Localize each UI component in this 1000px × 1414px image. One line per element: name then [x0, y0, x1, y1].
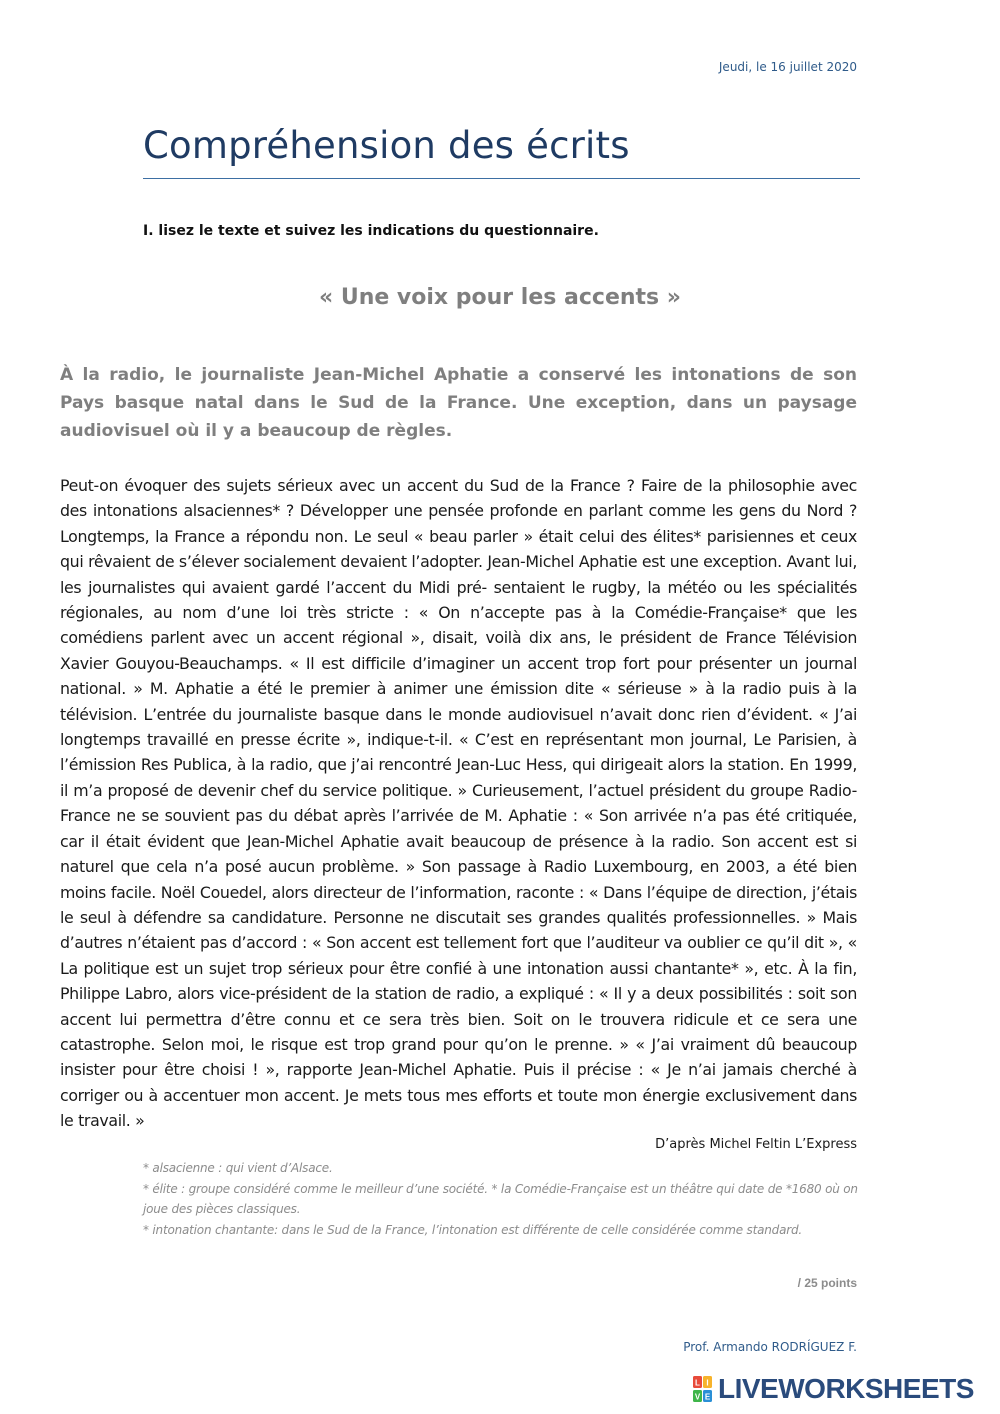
svg-text:E: E [704, 1392, 711, 1402]
teacher-name: Prof. Armando RODRÍGUEZ F. [683, 1340, 857, 1354]
svg-text:I: I [706, 1378, 709, 1388]
liveworksheets-logo-icon [693, 1376, 712, 1402]
liveworksheets-brand[interactable] [693, 1374, 974, 1404]
article-source: D’après Michel Feltin L’Express [655, 1137, 857, 1152]
title-divider [143, 178, 860, 179]
date: Jeudi, le 16 juillet 2020 [718, 60, 857, 74]
footnote-item: * élite : groupe considéré comme le meilleur d’une société. * la Comédie-Française est un théâtre qui date de *1680 où on joue des pièces classiques. [143, 1181, 858, 1216]
instruction-text: I. lisez le texte et suivez les indications du questionnaire. [143, 223, 599, 239]
footnote-item: * alsacienne : qui vient d’Alsace. [143, 1161, 333, 1175]
points-total: / 25 points [797, 1276, 857, 1290]
footnotes [143, 1158, 860, 1240]
article-lead: À la radio, le journaliste Jean-Michel Aphatie a conservé les intonations de son Pays basque natal dans le Sud de la France. Une exception, dans un paysage audiovisuel où il y a beaucoup de règles. [60, 365, 857, 441]
svg-text:V: V [694, 1392, 701, 1402]
article-body: Peut-on évoquer des sujets sérieux avec un accent du Sud de la France ? Faire de la philosophie avec des intonations alsaciennes* ? Développer une pensée profonde en parlant comme les gens du Nord ? Longtemps, la France a répondu non. Le seul « beau parler » était celui des élites* parisiennes et ceux qui rêvaient de s’élever socialement devaient l’adopter. Jean-Michel Aphatie est une exception. Avant lui, les journalistes qui avaient gardé l’accent du Midi pré- sentaient le rugby, la météo ou les spécialités régionales, au nom d’une loi très stricte : « On n’accepte pas à la Comédie-Française* que les comédiens parlent avec un accent régional », disait, voilà dix ans, le président de France Télévision Xavier Gouyou-Beauchamps. « Il est difficile d’imaginer un accent trop fort pour présenter un journal national. » M. Aphatie a été le premier à animer une émission dite « sérieuse » à la radio puis à la télévision. L’entrée du journaliste basque dans le monde audiovisuel n’avait donc rien d’évident. « J’ai longtemps travaillé en presse écrite », indique-t-il. « C’est en représentant mon journal, Le Parisien, à l’émission Res Publica, à la radio, que j’ai rencontré Jean-Luc Hess, qui dirigeait alors la station. En 1999, il m’a proposé de devenir chef du service politique. » Curieusement, l’actuel président du groupe Radio-France ne se souvient pas du débat après l’arrivée de M. Aphatie : « Son arrivée n’a pas été critiquée, car il était évident que Jean-Michel Aphatie avait beaucoup de présence à la radio. Son accent est si naturel que cela n’a posé aucun problème. » Son passage à Radio Luxembourg, en 2003, a été bien moins facile. Noël Couedel, alors directeur de l’information, raconte : « Dans l’équipe de direction, j’étais le seul à défendre sa candidature. Personne ne discutait ses grandes qualités professionnelles. » Mais d’autres n’étaient pas d’accord : « Son accent est tellement fort que l’auditeur va oublier ce qu’il dit », « La politique est un sujet trop sérieux pour être confié à une intonation aussi chantante* », etc. À la fin, Philippe Labro, alors vice-président de la station de radio, a expliqué : « Il y a deux possibilités : soit son accent lui permettra d’être connu et ce sera très bien. Soit on le trouvera ridicule et ce sera une catastrophe. Selon moi, le risque est trop grand pour qu’on le prenne. » « J’ai vraiment dû beaucoup insister pour être choisi ! », rapporte Jean-Michel Aphatie. Puis il précise : « Je n’ai jamais cherché à corriger ou à accentuer mon accent. Je mets tous mes efforts et toute mon énergie exclusivement dans le travail. » [60, 476, 857, 1131]
brand-name: LIVEWORKSHEETS [718, 1373, 974, 1404]
footnote-item: * intonation chantante: dans le Sud de la France, l’intonation est différente de celle considérée comme standard. [143, 1222, 803, 1237]
svg-text:L: L [695, 1378, 700, 1388]
article-title: « Une voix pour les accents » [318, 285, 682, 310]
page-title: Compréhension des écrits [143, 124, 630, 167]
